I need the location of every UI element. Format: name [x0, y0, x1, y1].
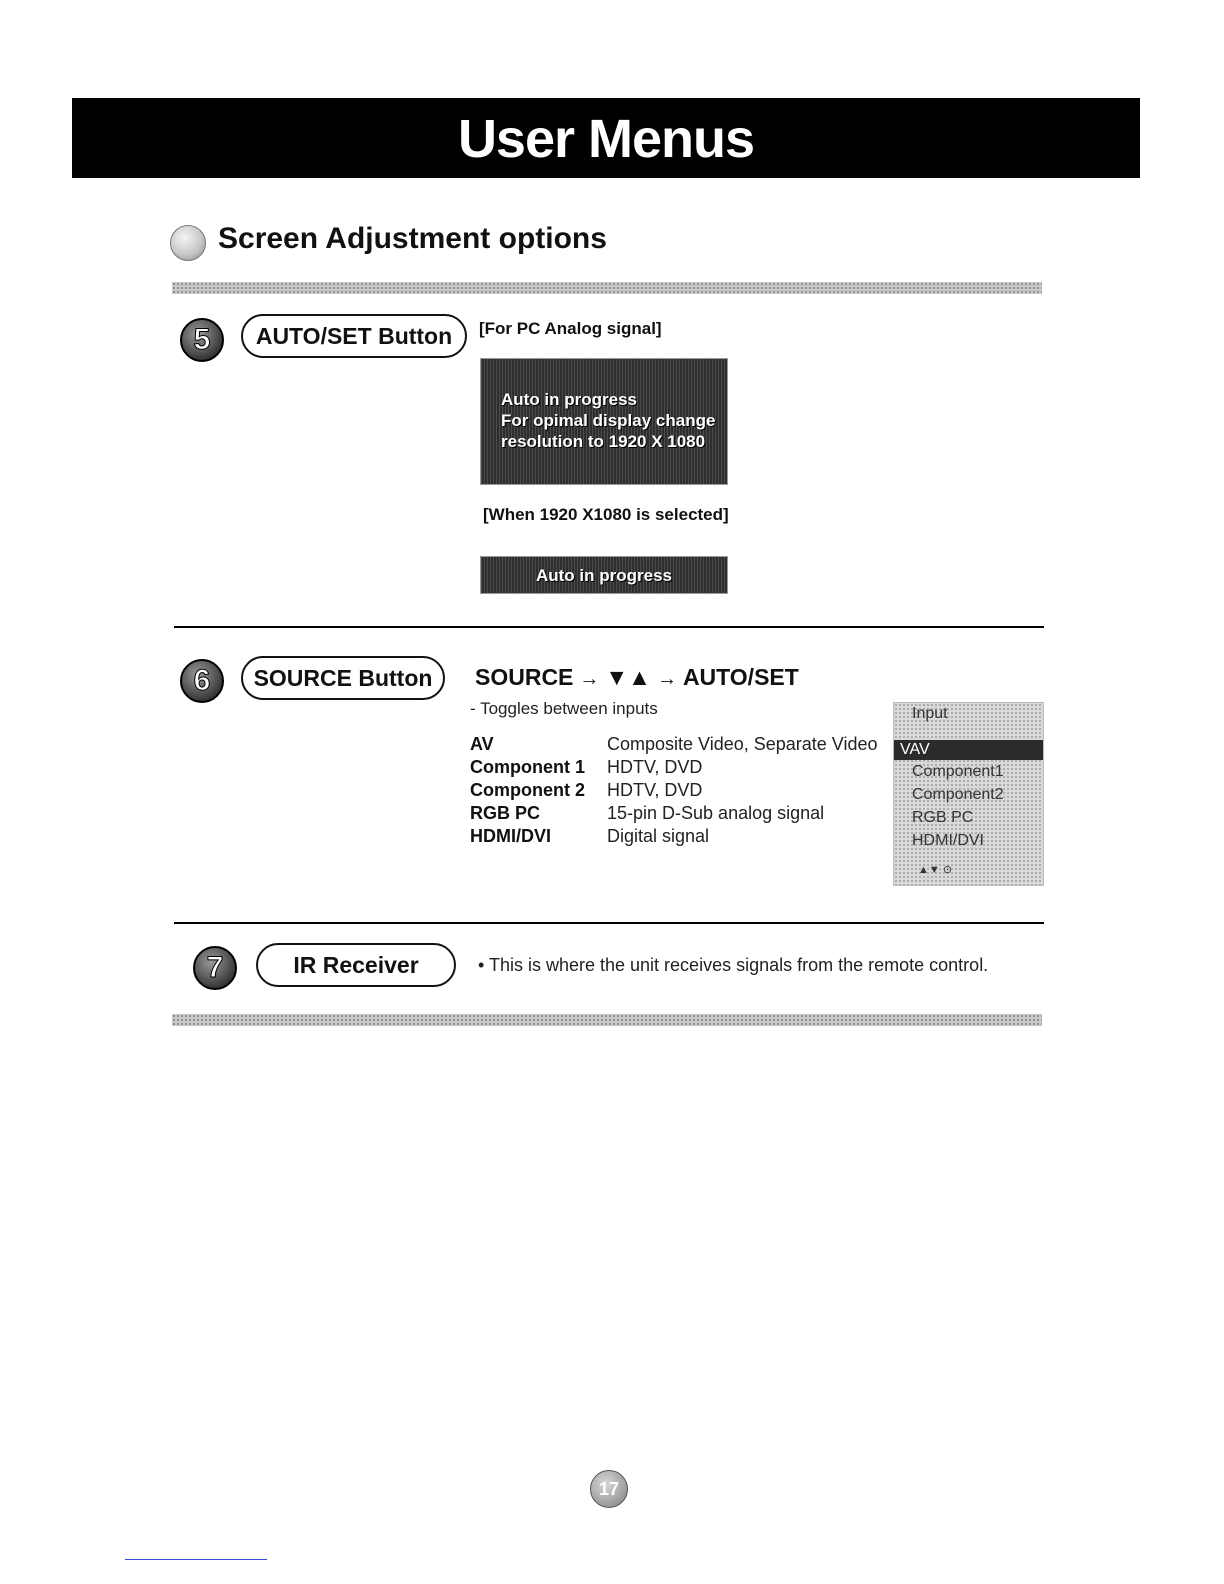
- arrow-right-icon: →: [579, 668, 600, 690]
- menu-item: HDMI/DVI: [912, 832, 984, 849]
- input-desc: 15-pin D-Sub analog signal: [607, 803, 825, 823]
- menu-item: Component1: [912, 763, 1004, 780]
- divider-rule: [174, 626, 1044, 628]
- autoset-key: AUTO/SET: [682, 664, 799, 690]
- section-bottom-divider: [172, 1014, 1042, 1026]
- down-up-keys: ▼▲: [605, 664, 651, 690]
- osd-line: For opimal display change: [501, 411, 716, 430]
- footer-line: [125, 1559, 267, 1560]
- osd-line: resolution to 1920 X 1080: [501, 432, 706, 451]
- item-number-6-icon: 6: [180, 659, 224, 703]
- input-menu-osd: [893, 702, 1044, 886]
- auto-progress-short-osd: [480, 556, 728, 594]
- input-desc: Composite Video, Separate Video: [607, 734, 878, 754]
- item-number-7-icon: 7: [193, 946, 237, 990]
- menu-item-selected: VAV: [894, 740, 1043, 760]
- input-name: RGB PC: [470, 803, 541, 823]
- input-desc: HDTV, DVD: [607, 780, 703, 800]
- ir-description: • This is where the unit receives signals from the remote control.: [478, 955, 989, 975]
- source-key-sequence: [475, 664, 799, 691]
- item-number-5-icon: 5: [180, 318, 224, 362]
- input-desc: HDTV, DVD: [607, 757, 703, 777]
- auto-progress-osd: [480, 358, 728, 485]
- toggles-note: - Toggles between inputs: [470, 699, 658, 718]
- source-button-label: SOURCE Button: [241, 656, 445, 700]
- inputs-table: [470, 733, 878, 848]
- source-key: SOURCE: [475, 664, 574, 690]
- osd-short-text: Auto in progress: [535, 565, 672, 585]
- input-desc: Digital signal: [607, 826, 710, 846]
- page-number: 17: [590, 1470, 628, 1508]
- input-row: [470, 779, 878, 802]
- menu-title: Input: [912, 705, 948, 722]
- ir-receiver-label: IR Receiver: [256, 943, 456, 987]
- section-title: Screen Adjustment options: [218, 222, 607, 255]
- input-name: Component 2: [470, 780, 585, 800]
- menu-item: RGB PC: [912, 809, 974, 826]
- pc-analog-signal-label: [For PC Analog signal]: [479, 319, 662, 338]
- header-banner: [72, 98, 1140, 178]
- osd-line: Auto in progress: [501, 390, 638, 409]
- menu-nav-hint-icon: ▲▼ ⊙: [918, 864, 953, 876]
- menu-item: Component2: [912, 786, 1004, 803]
- input-row: [470, 733, 878, 756]
- page-title: User Menus: [457, 109, 755, 169]
- section-top-divider: [172, 282, 1042, 294]
- input-name: Component 1: [470, 757, 585, 777]
- autoset-button-label: AUTO/SET Button: [241, 314, 467, 358]
- input-row: [470, 756, 878, 779]
- section-bullet-icon: [170, 225, 206, 261]
- input-name: HDMI/DVI: [470, 826, 551, 846]
- input-row: [470, 802, 878, 825]
- selected-resolution-label: [When 1920 X1080 is selected]: [483, 505, 729, 524]
- input-name: AV: [470, 734, 494, 754]
- input-row: [470, 825, 878, 848]
- arrow-right-icon: →: [656, 668, 677, 690]
- divider-rule: [174, 922, 1044, 924]
